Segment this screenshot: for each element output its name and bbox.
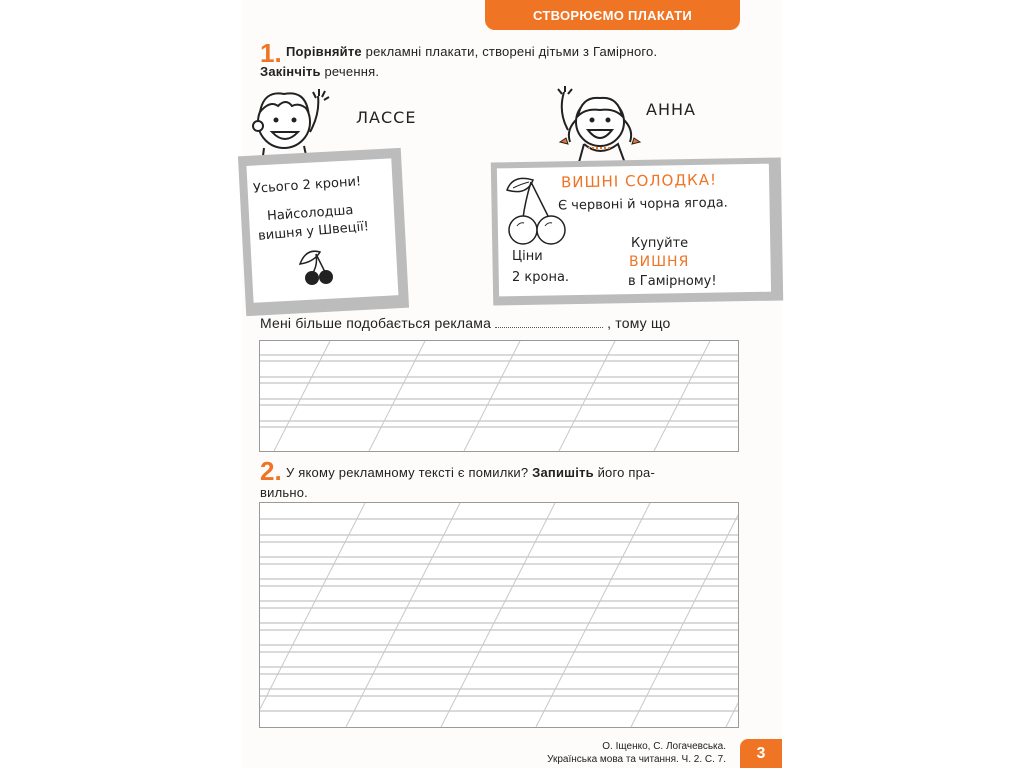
poster-anna-buy3: в Гамірному! [628, 274, 717, 289]
task2-text1: У якому рекламному тексті є помилки? [286, 465, 533, 480]
poster-anna-buy1: Купуйте [631, 236, 689, 251]
task1-bold-verb: Порівняйте [286, 44, 362, 59]
poster-anna-line1: Є червоні й чорна ягода. [557, 195, 728, 214]
task1-text2: речення. [320, 64, 380, 79]
footer-book-title: Українська мова та читання. Ч. 2. С. 7. [547, 754, 726, 765]
sentence-start: Мені більше подобається реклама [260, 315, 492, 331]
answer-blank[interactable] [495, 327, 603, 328]
task2-number: 2. [260, 456, 282, 486]
poster-anna-price2: 2 крона. [512, 270, 570, 285]
poster-anna-price1: Ціни [512, 249, 543, 264]
poster-lasse-line3: вишня у Швеції! [257, 219, 370, 244]
task1-instruction-line2 [260, 62, 379, 82]
cherries-icon [292, 248, 342, 288]
girl-anna-illustration [548, 86, 668, 166]
name-anna: АННА [646, 100, 696, 119]
writing-lines-task2 [260, 503, 738, 727]
task2-text2: його пра- [593, 465, 655, 480]
writing-area-task1[interactable] [259, 340, 739, 452]
writing-area-task2[interactable] [259, 502, 739, 728]
banner-label: СТВОРЮЄМО ПЛАКАТИ [533, 7, 692, 23]
name-lasse: ЛАССЕ [356, 108, 417, 127]
section-banner [485, 0, 740, 30]
poster-lasse-line2: Найсолодша [266, 203, 354, 224]
task2-instruction-line2: вильно. [260, 485, 308, 500]
sentence-end: , тому що [607, 315, 671, 331]
page-number: 3 [740, 739, 782, 768]
task2-bold-verb: Запишіть [532, 465, 594, 480]
book-credits [547, 740, 726, 766]
poster-anna-headline: ВИШНІ СОЛОДКА! [560, 170, 718, 192]
poster-lasse-line1: Усього 2 крони! [252, 174, 362, 197]
task1-instruction-line1 [286, 42, 657, 62]
task1-bold-verb2: Закінчіть [260, 64, 321, 79]
task1-text1: рекламні плакати, створені дітьми з Гамірного. [361, 44, 658, 59]
writing-lines-task1 [260, 341, 738, 451]
task1-number: 1. [260, 38, 282, 68]
task2-instruction-line1 [286, 463, 655, 483]
footer-authors: О. Іщенко, С. Логачевська. [602, 741, 726, 752]
completion-sentence [260, 315, 671, 331]
poster-anna-buy2: ВИШНЯ [629, 254, 690, 270]
